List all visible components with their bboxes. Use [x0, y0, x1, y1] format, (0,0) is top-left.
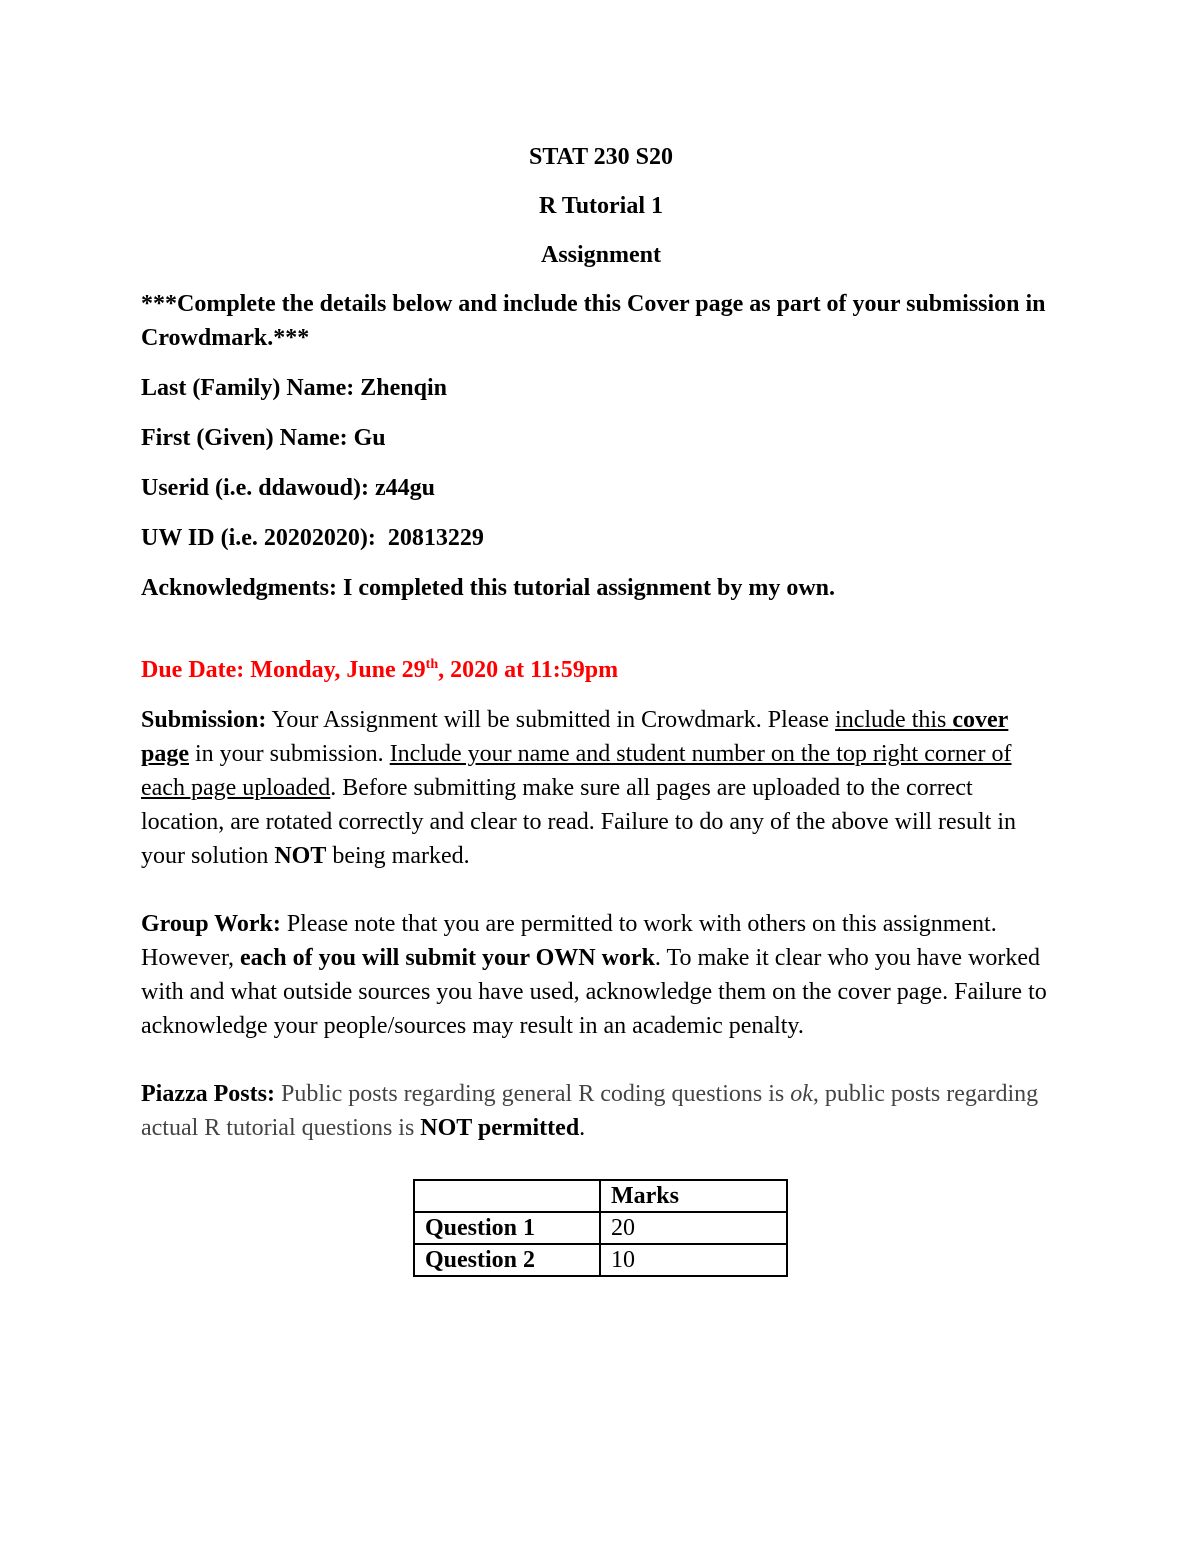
table-header-row	[414, 1180, 787, 1212]
cover-instruction: ***Complete the details below and include this Cover page as part of your submission in Crowdmark.***	[141, 291, 1046, 351]
submission-underline-1: include this cover page	[141, 707, 1009, 767]
acknowledgments-value: I completed this tutorial assignment by my own.	[343, 575, 836, 601]
tutorial-title: R Tutorial 1	[538, 193, 664, 219]
submission-paragraph	[141, 703, 1061, 873]
table-header-cell	[414, 1180, 600, 1212]
first-name-value: Gu	[353, 425, 386, 451]
table-header-cell: Marks	[600, 1180, 787, 1212]
submission-text-2: in your submission.	[189, 741, 390, 767]
not-permitted-emphasis: NOT permitted	[420, 1115, 580, 1141]
ok-emphasis: ok	[790, 1081, 813, 1107]
submission-text-3: . Before submitting make sure all pages are uploaded to the correct location, are rotated correctly and clear to read. Failure to do any of the above will result in your solution	[141, 775, 1016, 869]
table-cell-question: Question 2	[414, 1244, 600, 1276]
table-cell-marks: 10	[600, 1244, 787, 1276]
userid-value: z44gu	[375, 475, 436, 501]
due-date-superscript: th	[425, 657, 439, 672]
first-name-line	[141, 421, 1061, 455]
last-name-value: Zhenqin	[360, 375, 447, 401]
first-name-label: First (Given) Name:	[141, 425, 348, 451]
userid-line	[141, 471, 1061, 505]
table-row	[414, 1244, 787, 1276]
group-work-label: Group Work:	[141, 911, 281, 937]
last-name-label: Last (Family) Name:	[141, 375, 355, 401]
table-cell-marks: 20	[600, 1212, 787, 1244]
own-work-emphasis: each of you will submit your OWN work	[240, 945, 655, 971]
piazza-label: Piazza Posts:	[141, 1081, 275, 1107]
group-work-paragraph	[141, 907, 1061, 1043]
piazza-text-1: Public posts regarding general R coding questions is	[274, 1081, 791, 1107]
group-work-text-2: . To make it clear who you have worked with and what outside sources you have used, acknowledge them on the cover page. Failure to acknowledge your people/sources may result in an academic penalty.	[141, 945, 1047, 1039]
document-type: Assignment	[540, 242, 661, 268]
piazza-text-3: .	[579, 1115, 586, 1141]
uwid-value: 20813229	[387, 525, 484, 551]
due-date-time: , 2020 at 11:59pm	[438, 657, 619, 683]
userid-label: Userid (i.e. ddawoud):	[141, 475, 370, 501]
submission-underline-2: Include your name and student number on the top right corner of each page uploaded	[141, 741, 1012, 801]
course-title: STAT 230 S20	[528, 144, 674, 170]
table-cell-question: Question 1	[414, 1212, 600, 1244]
document-page	[141, 140, 1061, 1277]
uwid-label: UW ID (i.e. 20202020):	[141, 525, 376, 551]
piazza-paragraph	[141, 1077, 1061, 1145]
piazza-text-2: , public posts regarding actual R tutorial questions is	[141, 1081, 1039, 1141]
marks-table	[413, 1179, 788, 1277]
uwid-line	[141, 521, 1061, 555]
acknowledgments-line	[141, 571, 1061, 605]
submission-text-1: Your Assignment will be submitted in Crowdmark. Please	[266, 707, 836, 733]
group-work-text-1: Please note that you are permitted to work with others on this assignment. However,	[141, 911, 997, 971]
submission-text-4: being marked.	[326, 843, 470, 869]
last-name-line	[141, 371, 1061, 405]
due-date-text: Due Date: Monday, June 29	[141, 657, 426, 683]
submission-label: Submission:	[141, 707, 267, 733]
due-date	[141, 653, 1061, 687]
table-row	[414, 1212, 787, 1244]
cover-page-emphasis: cover page	[141, 707, 1009, 767]
not-emphasis: NOT	[274, 843, 327, 869]
acknowledgments-label: Acknowledgments:	[141, 575, 337, 601]
